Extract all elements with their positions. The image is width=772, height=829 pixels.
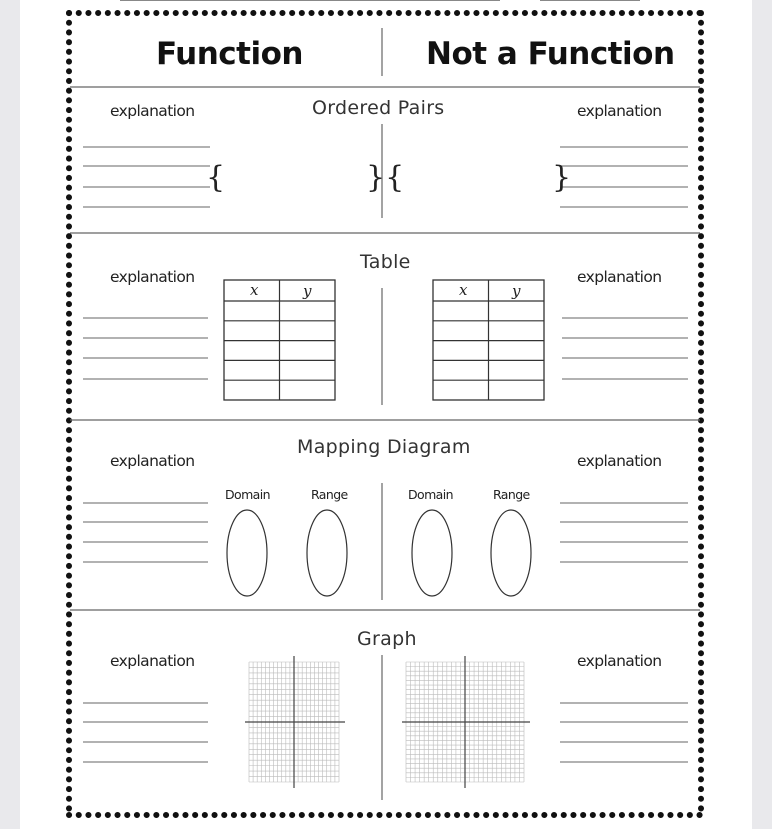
range-label: Range [311, 487, 348, 502]
explanation-label: explanation [577, 268, 662, 286]
mapping-diagram-title: Mapping Diagram [297, 436, 471, 458]
domain-label: Domain [408, 487, 453, 502]
table-title: Table [360, 251, 411, 273]
explanation-label: explanation [577, 652, 662, 670]
explanation-label: explanation [110, 452, 195, 470]
worksheet-lines [20, 0, 752, 829]
table-header-y: y [303, 282, 312, 300]
oval-shape [227, 510, 267, 596]
table-header-y: y [512, 282, 521, 300]
domain-label: Domain [225, 487, 270, 502]
worksheet [20, 0, 752, 829]
oval-shape [412, 510, 452, 596]
function-header: Function [156, 36, 303, 72]
table-header-x: x [459, 281, 468, 299]
explanation-label: explanation [110, 652, 195, 670]
explanation-label: explanation [577, 452, 662, 470]
range-label: Range [493, 487, 530, 502]
brace-glyph: } [552, 160, 572, 195]
oval-shape [307, 510, 347, 596]
oval-shape [491, 510, 531, 596]
brace-glyph: { [206, 160, 226, 195]
explanation-label: explanation [110, 268, 195, 286]
graph-title: Graph [357, 628, 417, 650]
not-function-header: Not a Function [426, 36, 675, 72]
table-header-x: x [250, 281, 259, 299]
brace-glyph: }{ [366, 160, 405, 195]
explanation-label: explanation [577, 102, 662, 120]
explanation-label: explanation [110, 102, 195, 120]
ordered-pairs-title: Ordered Pairs [312, 97, 445, 119]
